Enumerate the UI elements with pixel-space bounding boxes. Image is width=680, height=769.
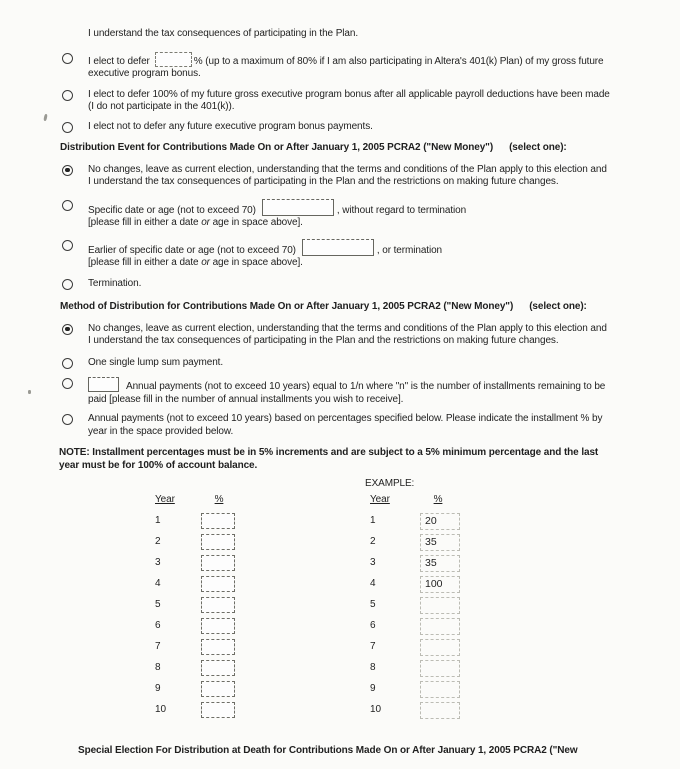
year-label: 2 — [155, 535, 161, 547]
year-label: 5 — [370, 598, 376, 610]
scan-artifact — [28, 390, 31, 394]
option-text: I elect to defer 100% of my future gross executive program bonus after all applicable payroll deductions have been made — [88, 88, 610, 100]
option-text: Annual payments (not to exceed 10 years) equal to 1/n where "n" is the number of installments remaining to be — [126, 381, 606, 392]
radio-no-defer[interactable] — [62, 122, 73, 133]
year-label: 7 — [155, 640, 161, 652]
option-no-defer — [62, 121, 650, 134]
table-row — [155, 574, 237, 595]
option-lump-sum — [62, 357, 650, 370]
entry-table — [155, 494, 237, 721]
table-row — [370, 574, 460, 595]
percent-input-year-3[interactable] — [201, 555, 235, 571]
example-percent-value: 35 — [420, 534, 460, 551]
option-earlier-date — [62, 239, 650, 270]
radio-annual-1n[interactable] — [62, 378, 73, 389]
radio-defer-100[interactable] — [62, 90, 73, 101]
table-row — [155, 679, 237, 700]
option-text: No changes, leave as current election, understanding that the terms and conditions of the Plan apply to this election and — [88, 163, 607, 175]
percent-input-year-4[interactable] — [201, 576, 235, 592]
option-annual-1n — [62, 377, 650, 406]
year-label: 7 — [370, 640, 376, 652]
select-one-hint: (select one): — [509, 142, 567, 153]
table-row — [155, 700, 237, 721]
table-row — [370, 532, 460, 553]
installments-count-input[interactable] — [88, 377, 119, 392]
option-text: % (up to a maximum of 80% if I am also participating in Altera's 401(k) Plan) of my gross future — [193, 55, 604, 67]
year-label: 10 — [155, 703, 166, 715]
option-text: year in the space provided below. — [88, 425, 234, 437]
option-specific-date — [62, 199, 650, 230]
table-row — [370, 637, 460, 658]
radio-annual-percentages[interactable] — [62, 414, 73, 425]
radio-md-no-changes[interactable] — [62, 324, 73, 335]
intro-statement: I understand the tax consequences of participating in the Plan. — [88, 28, 358, 39]
option-text: One single lump sum payment. — [88, 356, 224, 368]
radio-specific-date[interactable] — [62, 200, 73, 211]
percent-input-year-1[interactable] — [201, 513, 235, 529]
distribution-event-heading — [60, 142, 650, 155]
installment-note — [59, 447, 650, 472]
percent-input-year-7[interactable] — [201, 639, 235, 655]
option-text: I understand the tax consequences of participating in the Plan and the restrictions on making future changes. — [88, 335, 559, 346]
footer-section-heading: Special Election For Distribution at Death for Contributions Made On or After January 1, 2005 PCRA2 ("New — [78, 745, 578, 756]
year-label: 2 — [370, 535, 376, 547]
table-row — [155, 532, 237, 553]
radio-de-no-changes[interactable] — [62, 165, 73, 176]
option-text: (I do not participate in the 401(k)). — [88, 101, 235, 112]
table-row — [155, 616, 237, 637]
note-text: age in space above]. — [209, 217, 303, 228]
radio-defer-percent[interactable] — [62, 53, 73, 64]
year-label: 9 — [155, 682, 161, 694]
year-label: 10 — [370, 703, 381, 715]
percent-input-year-9[interactable] — [201, 681, 235, 697]
table-row — [155, 553, 237, 574]
year-label: 1 — [155, 514, 161, 526]
year-label: 3 — [370, 556, 376, 568]
radio-earlier-date[interactable] — [62, 240, 73, 251]
percent-header: % — [433, 493, 443, 505]
year-label: 6 — [370, 619, 376, 631]
option-text: I understand the tax consequences of participating in the Plan and the restrictions on making future changes. — [88, 176, 559, 187]
example-percent-value: 100 — [420, 576, 460, 593]
example-label: EXAMPLE: — [365, 478, 415, 489]
option-text: I elect not to defer any future executive program bonus payments. — [88, 120, 373, 132]
note-line: NOTE: Installment percentages must be in 5% increments and are subject to a 5% minimum percentage and the last — [59, 447, 599, 458]
select-one-hint: (select one): — [529, 301, 587, 312]
option-note — [88, 257, 442, 270]
option-text: executive program bonus. — [88, 68, 201, 79]
example-percent-value — [420, 618, 460, 635]
option-text: Annual payments (not to exceed 10 years) based on percentages specified below. Please indicate the installment % by — [88, 413, 603, 424]
table-row — [370, 700, 460, 721]
table-header-row — [370, 494, 460, 511]
specific-date-input[interactable] — [262, 199, 334, 216]
percent-header: % — [214, 493, 224, 505]
example-percent-value: 35 — [420, 555, 460, 572]
year-label: 4 — [370, 577, 376, 589]
table-row — [370, 616, 460, 637]
example-percent-value — [420, 597, 460, 614]
year-label: 8 — [370, 661, 376, 673]
year-label: 8 — [155, 661, 161, 673]
option-text: paid [please fill in the number of annual installments you wish to receive]. — [88, 393, 404, 405]
option-de-no-changes — [62, 164, 650, 189]
table-row — [370, 553, 460, 574]
option-text: No changes, leave as current election, understanding that the terms and conditions of the Plan apply to this election and — [88, 322, 607, 334]
option-text: Termination. — [88, 277, 142, 289]
year-header: Year — [370, 493, 390, 505]
percent-input-year-6[interactable] — [201, 618, 235, 634]
year-label: 1 — [370, 514, 376, 526]
table-row — [155, 658, 237, 679]
year-label: 3 — [155, 556, 161, 568]
installment-tables — [155, 494, 650, 721]
radio-lump-sum[interactable] — [62, 358, 73, 369]
percent-input-year-10[interactable] — [201, 702, 235, 718]
earlier-date-input[interactable] — [302, 239, 374, 256]
year-label: 5 — [155, 598, 161, 610]
option-text: I elect to defer — [88, 55, 150, 67]
table-row — [370, 595, 460, 616]
section-title: Distribution Event for Contributions Made On or After January 1, 2005 PCRA2 ("New Money") — [60, 142, 494, 153]
year-header: Year — [155, 493, 175, 505]
option-defer-percent — [62, 52, 650, 81]
percent-input-year-8[interactable] — [201, 660, 235, 676]
table-row — [155, 637, 237, 658]
option-text: Earlier of specific date or age (not to exceed 70) — [88, 244, 296, 256]
option-defer-100 — [62, 89, 650, 114]
example-percent-value — [420, 681, 460, 698]
example-percent-value — [420, 639, 460, 656]
note-line: year must be for 100% of account balance. — [59, 459, 258, 471]
method-of-distribution-heading — [60, 301, 650, 314]
example-percent-value: 20 — [420, 513, 460, 530]
year-label: 4 — [155, 577, 161, 589]
table-row — [370, 679, 460, 700]
table-row — [370, 658, 460, 679]
option-md-no-changes — [62, 323, 650, 348]
option-note — [88, 217, 466, 230]
note-text: age in space above]. — [209, 257, 303, 268]
section-title: Method of Distribution for Contributions Made On or After January 1, 2005 PCRA2 ("New Money") — [60, 301, 514, 312]
note-or: or — [201, 217, 210, 228]
example-table — [370, 494, 460, 721]
percent-input-year-2[interactable] — [201, 534, 235, 550]
note-or: or — [201, 257, 210, 268]
example-percent-value — [420, 660, 460, 677]
year-label: 9 — [370, 682, 376, 694]
option-annual-percentages — [62, 413, 650, 438]
year-label: 6 — [155, 619, 161, 631]
option-text: , or termination — [376, 244, 443, 256]
option-termination — [62, 278, 650, 291]
table-row — [370, 511, 460, 532]
scan-artifact — [43, 114, 47, 121]
defer-percent-input[interactable] — [155, 52, 192, 67]
note-text: [please fill in either a date — [88, 257, 202, 268]
table-header-row — [155, 494, 237, 511]
example-percent-value — [420, 702, 460, 719]
table-row — [155, 511, 237, 532]
percent-input-year-5[interactable] — [201, 597, 235, 613]
radio-termination[interactable] — [62, 279, 73, 290]
option-text: , without regard to termination — [336, 204, 467, 216]
note-text: [please fill in either a date — [88, 217, 202, 228]
table-row — [155, 595, 237, 616]
option-text: Specific date or age (not to exceed 70) — [88, 204, 256, 216]
